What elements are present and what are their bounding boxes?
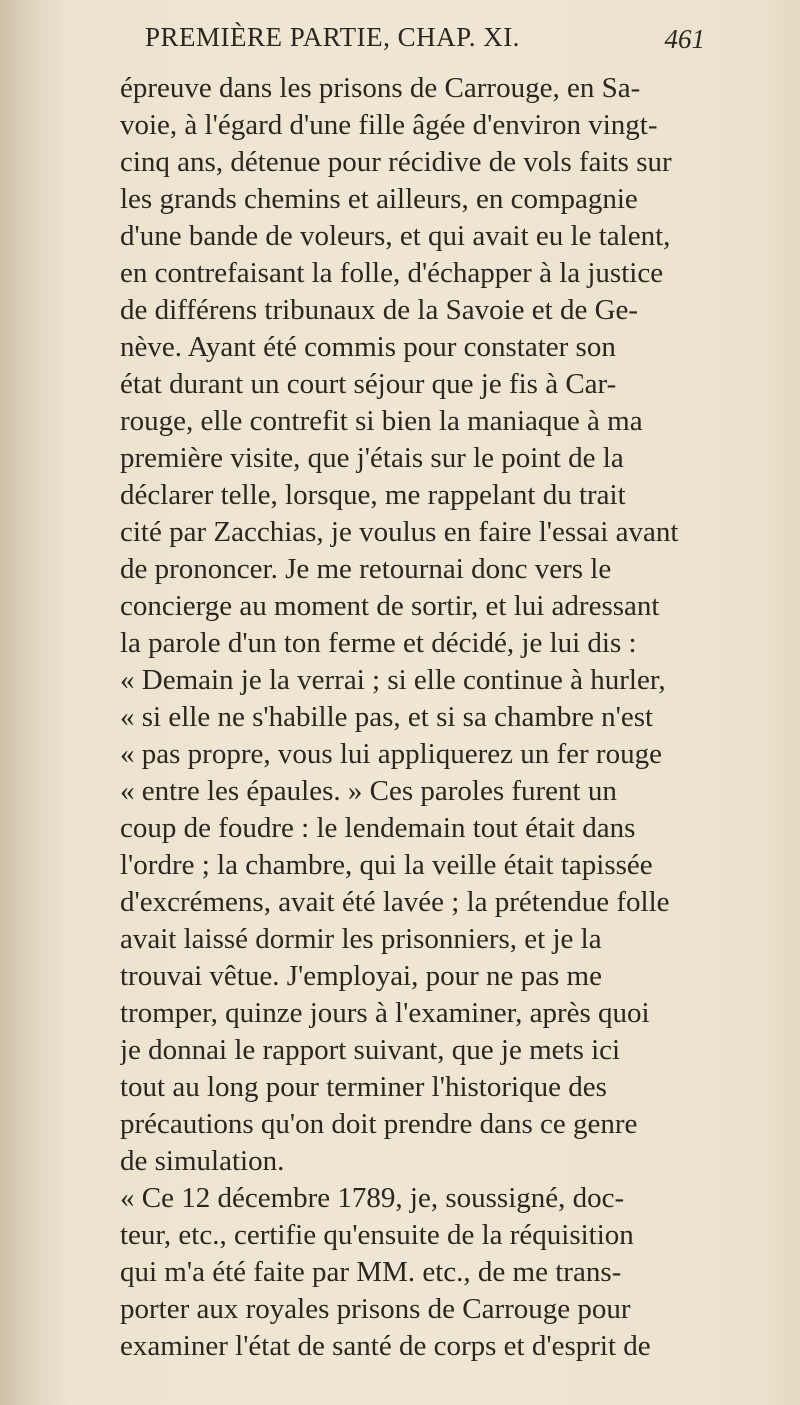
text-line: teur, etc., certifie qu'ensuite de la réquisition	[120, 1219, 634, 1251]
text-line: nève. Ayant été commis pour constater son	[120, 331, 616, 363]
text-line: coup de foudre : le lendemain tout était dans	[120, 812, 636, 844]
running-head: PREMIÈRE PARTIE, CHAP. XI.	[145, 22, 520, 52]
text-line: état durant un court séjour que je fis à Car-	[120, 368, 617, 400]
body-text	[120, 70, 720, 1365]
text-line: épreuve dans les prisons de Carrouge, en Sa-	[120, 72, 641, 104]
text-line: « Ce 12 décembre 1789, je, soussigné, doc-	[120, 1182, 625, 1214]
text-line: cinq ans, détenue pour récidive de vols faits sur	[120, 146, 672, 178]
text-line: je donnai le rapport suivant, que je mets ici	[120, 1034, 621, 1066]
text-line: les grands chemins et ailleurs, en compagnie	[120, 183, 638, 215]
page-header	[145, 22, 705, 70]
text-line: cité par Zacchias, je voulus en faire l'essai avant	[120, 516, 679, 548]
text-line: concierge au moment de sortir, et lui adressant	[120, 590, 660, 622]
text-line: en contrefaisant la folle, d'échapper à la justice	[120, 257, 664, 289]
text-line: de différens tribunaux de la Savoie et de Ge-	[120, 294, 639, 326]
text-line: rouge, elle contrefit si bien la maniaque à ma	[120, 405, 643, 437]
text-line: porter aux royales prisons de Carrouge pour	[120, 1293, 631, 1325]
text-line: avait laissé dormir les prisonniers, et je la	[120, 923, 602, 955]
text-line: voie, à l'égard d'une fille âgée d'environ vingt-	[120, 109, 658, 141]
text-line: d'une bande de voleurs, et qui avait eu le talent,	[120, 220, 671, 252]
text-line: première visite, que j'étais sur le point de la	[120, 442, 624, 474]
text-line: de simulation.	[120, 1145, 285, 1177]
text-line: de prononcer. Je me retournai donc vers le	[120, 553, 612, 585]
text-line: « si elle ne s'habille pas, et si sa chambre n'est	[120, 701, 654, 733]
text-line: tromper, quinze jours à l'examiner, après quoi	[120, 997, 650, 1029]
text-line: tout au long pour terminer l'historique des	[120, 1071, 607, 1103]
text-line: « entre les épaules. » Ces paroles furent un	[120, 775, 617, 807]
text-line: qui m'a été faite par MM. etc., de me trans-	[120, 1256, 622, 1288]
page-number: 461	[664, 24, 705, 54]
text-line: l'ordre ; la chambre, qui la veille était tapissée	[120, 849, 653, 881]
text-line: la parole d'un ton ferme et décidé, je lui dis :	[120, 627, 637, 659]
gutter-shadow	[0, 0, 70, 1405]
text-line: examiner l'état de santé de corps et d'esprit de	[120, 1330, 651, 1362]
text-line: « Demain je la verrai ; si elle continue à hurler,	[120, 664, 666, 696]
text-line: déclarer telle, lorsque, me rappelant du trait	[120, 479, 626, 511]
text-line: trouvai vêtue. J'employai, pour ne pas me	[120, 960, 602, 992]
text-line: d'excrémens, avait été lavée ; la prétendue folle	[120, 886, 670, 918]
text-line: « pas propre, vous lui appliquerez un fer rouge	[120, 738, 662, 770]
text-line: précautions qu'on doit prendre dans ce genre	[120, 1108, 638, 1140]
